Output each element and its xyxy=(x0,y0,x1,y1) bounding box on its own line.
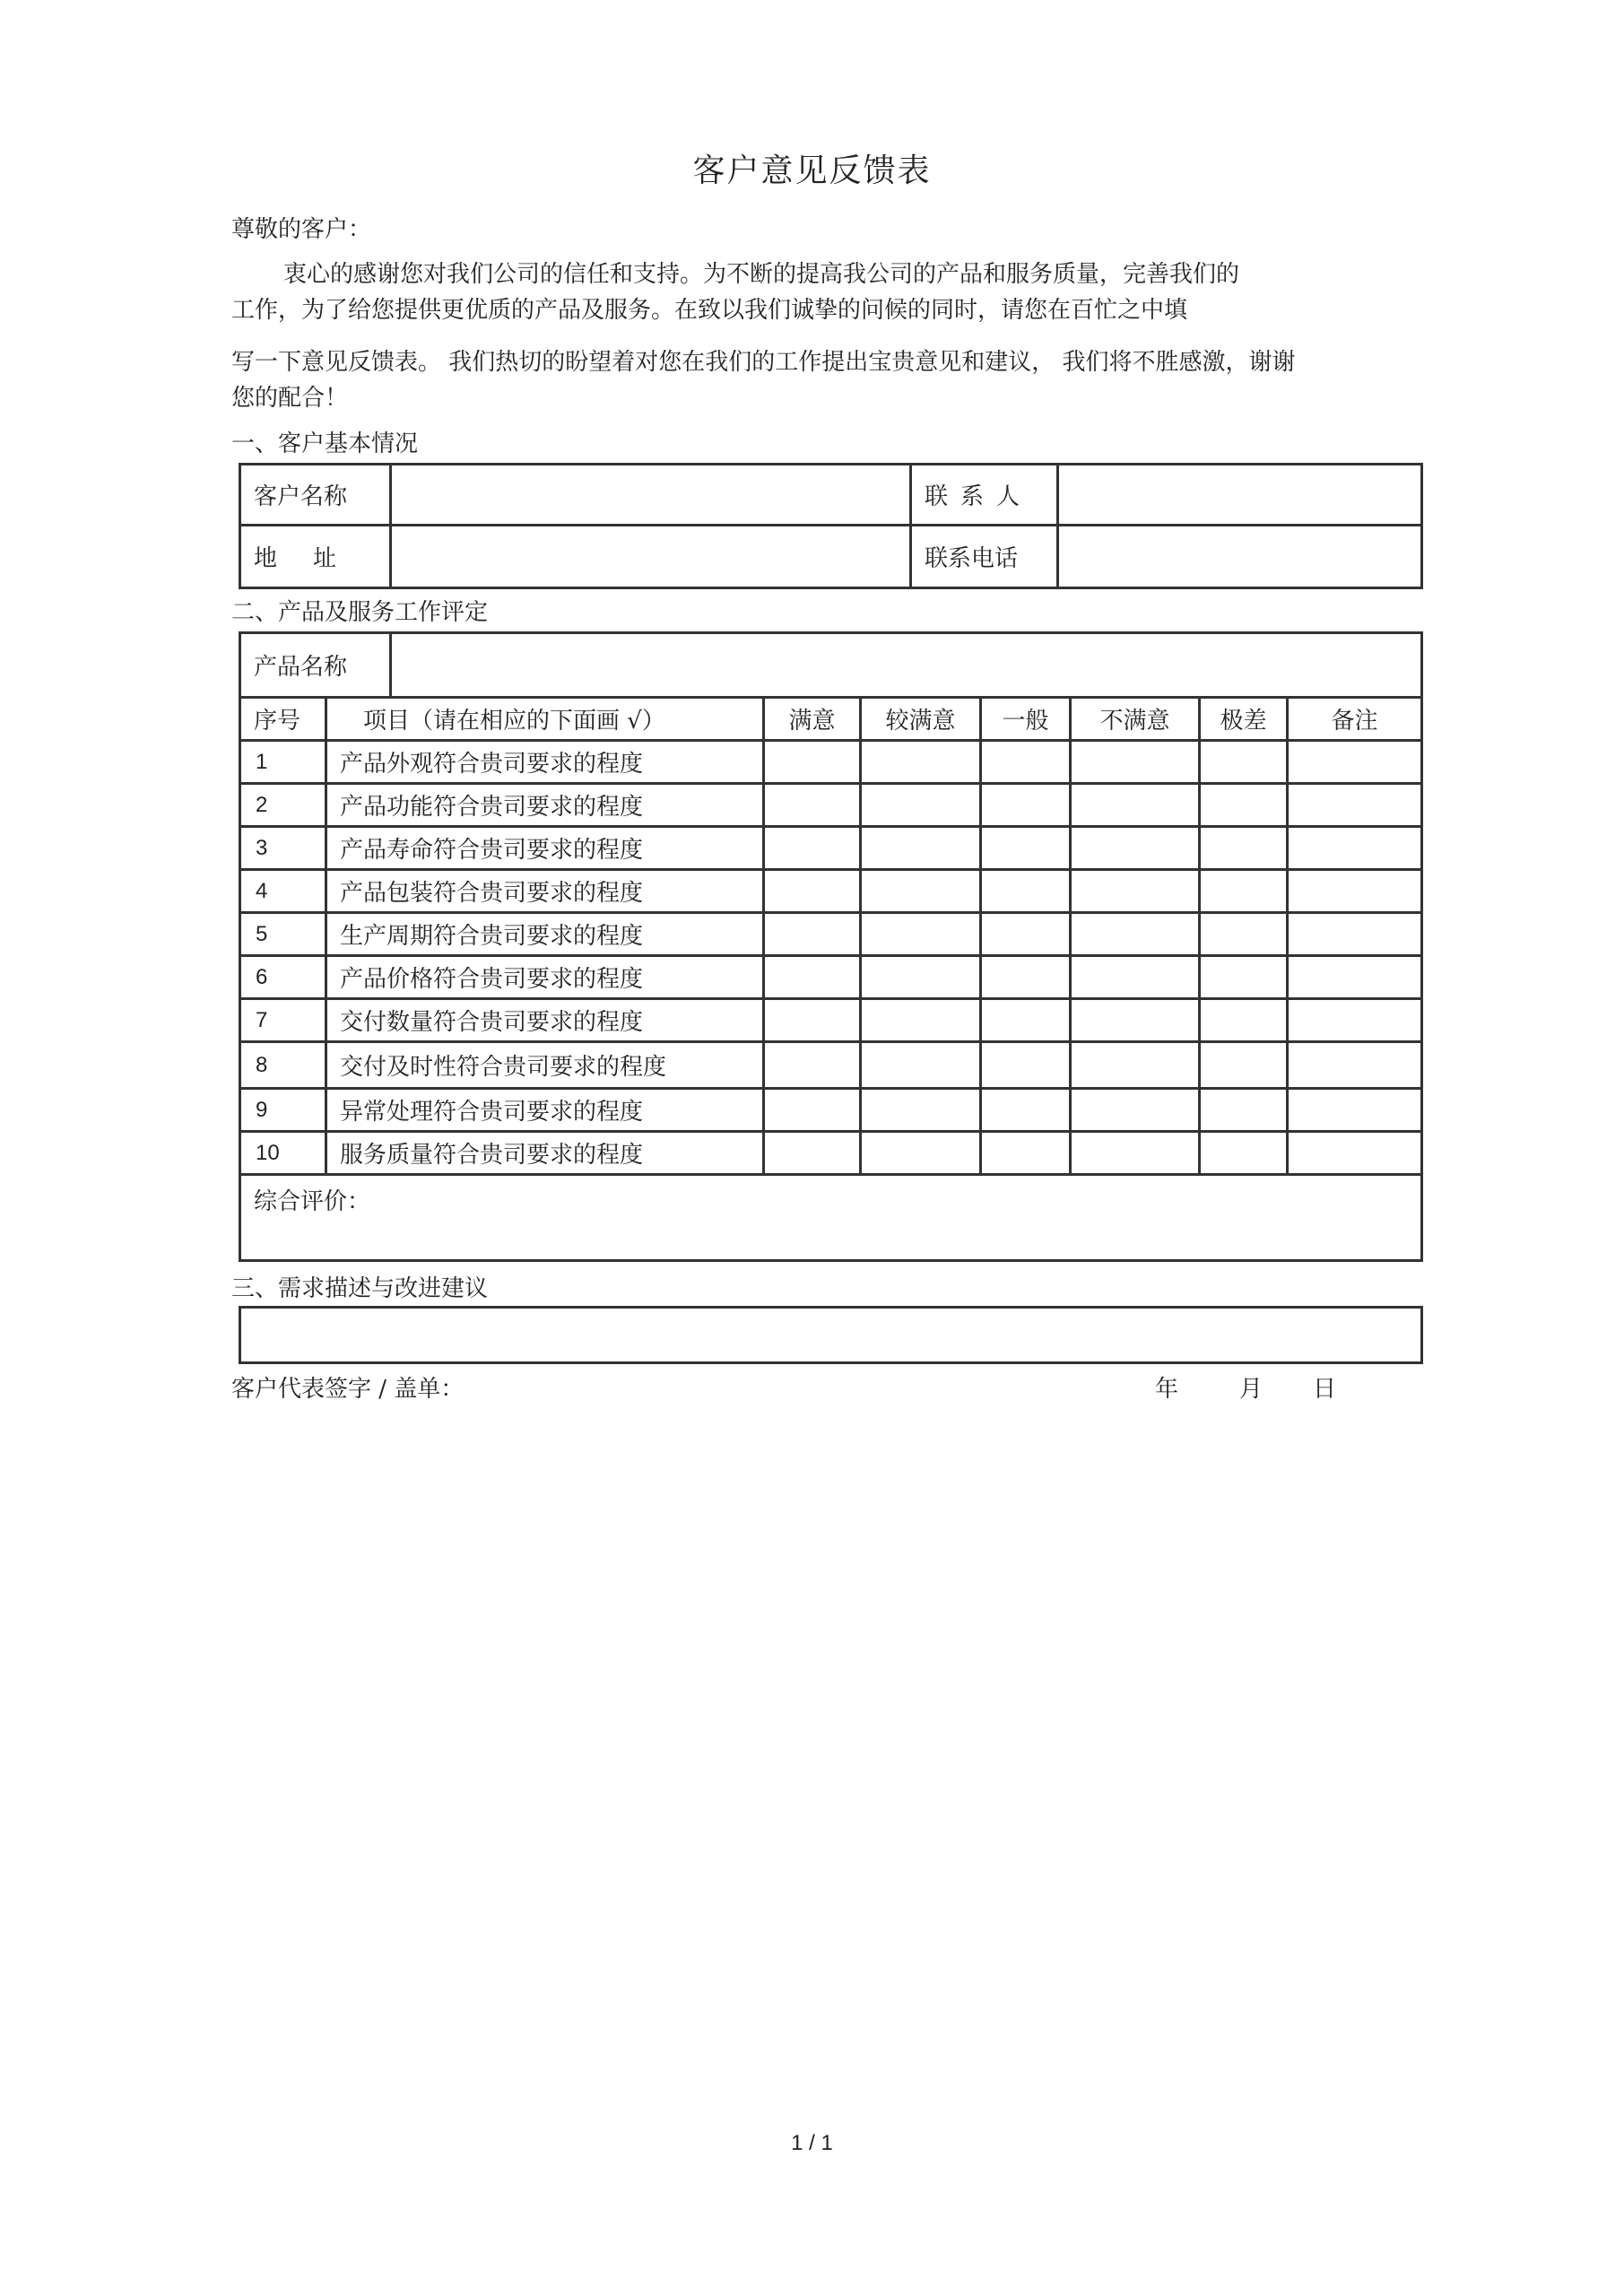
table-row xyxy=(240,956,1422,999)
rating-cell-satisfied[interactable] xyxy=(764,956,861,999)
rating-cell-fairly-satisfied[interactable] xyxy=(861,784,981,827)
rating-cell-unsatisfied[interactable] xyxy=(1071,1042,1200,1089)
evaluation-table xyxy=(239,696,1423,1262)
intro-line-4: 您的配合！ xyxy=(231,385,349,412)
rating-cell-unsatisfied[interactable] xyxy=(1071,784,1200,827)
row-item: 产品寿命符合贵司要求的程度 xyxy=(326,827,764,870)
row-number: 4 xyxy=(240,870,326,913)
date-month-label: 月 xyxy=(1239,1376,1264,1403)
section-heading-suggestions: 三、需求描述与改进建议 xyxy=(231,1275,489,1302)
rating-cell-satisfied[interactable] xyxy=(764,827,861,870)
customer-name-label: 客户名称 xyxy=(240,465,391,526)
row-item: 交付数量符合贵司要求的程度 xyxy=(326,999,764,1042)
row-item: 生产周期符合贵司要求的程度 xyxy=(326,913,764,956)
rating-cell-fairly-satisfied[interactable] xyxy=(861,870,981,913)
row-number: 3 xyxy=(240,827,326,870)
rating-cell-unsatisfied[interactable] xyxy=(1071,1132,1200,1175)
row-item: 异常处理符合贵司要求的程度 xyxy=(326,1089,764,1132)
page-number: 1 / 1 xyxy=(791,2131,833,2155)
overall-evaluation-field[interactable] xyxy=(240,1175,1422,1261)
rating-cell-unsatisfied[interactable] xyxy=(1071,870,1200,913)
rating-cell-fairly-satisfied[interactable] xyxy=(861,741,981,784)
rating-cell-unsatisfied[interactable] xyxy=(1071,956,1200,999)
rating-cell-average[interactable] xyxy=(981,1042,1071,1089)
col-header-remarks: 备注 xyxy=(1288,698,1422,741)
col-header-satisfied: 满意 xyxy=(764,698,861,741)
section-heading-evaluation: 二、产品及服务工作评定 xyxy=(231,599,489,626)
rating-cell-remarks[interactable] xyxy=(1288,1132,1422,1175)
rating-cell-average[interactable] xyxy=(981,913,1071,956)
date-day-label: 日 xyxy=(1313,1376,1337,1403)
phone-label: 联系电话 xyxy=(911,526,1058,588)
rating-cell-remarks[interactable] xyxy=(1288,999,1422,1042)
rating-cell-very-poor[interactable] xyxy=(1200,784,1288,827)
overall-evaluation-label: 综合评价： xyxy=(254,1188,371,1215)
rating-cell-fairly-satisfied[interactable] xyxy=(861,827,981,870)
rating-cell-remarks[interactable] xyxy=(1288,956,1422,999)
rating-cell-remarks[interactable] xyxy=(1288,741,1422,784)
rating-cell-fairly-satisfied[interactable] xyxy=(861,1132,981,1175)
row-number: 1 xyxy=(240,741,326,784)
table-row xyxy=(240,870,1422,913)
rating-cell-fairly-satisfied[interactable] xyxy=(861,999,981,1042)
intro-line-2: 工作，为了给您提供更优质的产品及服务。在致以我们诚挚的问候的同时，请您在百忙之中填 xyxy=(231,297,1188,324)
row-number: 9 xyxy=(240,1089,326,1132)
col-header-average: 一般 xyxy=(981,698,1071,741)
row-item: 服务质量符合贵司要求的程度 xyxy=(326,1132,764,1175)
col-header-fairly-satisfied: 较满意 xyxy=(861,698,981,741)
rating-cell-very-poor[interactable] xyxy=(1200,1132,1288,1175)
rating-cell-fairly-satisfied[interactable] xyxy=(861,1089,981,1132)
rating-cell-unsatisfied[interactable] xyxy=(1071,913,1200,956)
product-name-table xyxy=(239,631,1423,699)
rating-cell-very-poor[interactable] xyxy=(1200,1042,1288,1089)
row-number: 5 xyxy=(240,913,326,956)
row-item: 交付及时性符合贵司要求的程度 xyxy=(326,1042,764,1089)
rating-cell-remarks[interactable] xyxy=(1288,913,1422,956)
rating-cell-average[interactable] xyxy=(981,870,1071,913)
rating-cell-unsatisfied[interactable] xyxy=(1071,741,1200,784)
rating-cell-unsatisfied[interactable] xyxy=(1071,999,1200,1042)
rating-cell-fairly-satisfied[interactable] xyxy=(861,1042,981,1089)
rating-cell-average[interactable] xyxy=(981,741,1071,784)
col-header-no: 序号 xyxy=(240,698,326,741)
page-title: 客户意见反馈表 xyxy=(692,152,932,189)
product-name-field[interactable] xyxy=(391,633,1422,698)
rating-cell-satisfied[interactable] xyxy=(764,784,861,827)
rating-cell-satisfied[interactable] xyxy=(764,870,861,913)
rating-cell-satisfied[interactable] xyxy=(764,913,861,956)
table-row xyxy=(240,827,1422,870)
customer-name-field[interactable] xyxy=(391,465,911,526)
rating-cell-satisfied[interactable] xyxy=(764,999,861,1042)
contact-person-field[interactable] xyxy=(1058,465,1422,526)
rating-cell-satisfied[interactable] xyxy=(764,741,861,784)
rating-cell-very-poor[interactable] xyxy=(1200,999,1288,1042)
table-row xyxy=(240,1132,1422,1175)
evaluation-rows xyxy=(240,741,1422,1175)
table-row xyxy=(240,784,1422,827)
col-header-item: 项目（请在相应的下面画 √） xyxy=(326,698,764,741)
table-row xyxy=(240,999,1422,1042)
rating-cell-very-poor[interactable] xyxy=(1200,741,1288,784)
rating-cell-remarks[interactable] xyxy=(1288,1042,1422,1089)
section-heading-customer-info: 一、客户基本情况 xyxy=(231,430,419,457)
rating-cell-unsatisfied[interactable] xyxy=(1071,1089,1200,1132)
col-header-very-poor: 极差 xyxy=(1200,698,1288,741)
suggestions-field[interactable] xyxy=(240,1308,1422,1363)
row-item: 产品外观符合贵司要求的程度 xyxy=(326,741,764,784)
product-name-label: 产品名称 xyxy=(240,633,391,698)
salutation: 尊敬的客户： xyxy=(231,216,372,243)
rating-cell-average[interactable] xyxy=(981,956,1071,999)
rating-cell-very-poor[interactable] xyxy=(1200,1089,1288,1132)
customer-info-table xyxy=(239,463,1423,589)
rating-cell-average[interactable] xyxy=(981,1132,1071,1175)
rating-cell-remarks[interactable] xyxy=(1288,870,1422,913)
contact-person-label: 联系人 xyxy=(911,465,1058,526)
rating-cell-fairly-satisfied[interactable] xyxy=(861,956,981,999)
table-row xyxy=(240,1089,1422,1132)
rating-cell-very-poor[interactable] xyxy=(1200,913,1288,956)
rating-cell-fairly-satisfied[interactable] xyxy=(861,913,981,956)
rating-cell-unsatisfied[interactable] xyxy=(1071,827,1200,870)
table-row xyxy=(240,913,1422,956)
address-field[interactable] xyxy=(391,526,911,588)
rating-cell-very-poor[interactable] xyxy=(1200,956,1288,999)
rating-cell-satisfied[interactable] xyxy=(764,1089,861,1132)
rating-cell-average[interactable] xyxy=(981,999,1071,1042)
row-item: 产品价格符合贵司要求的程度 xyxy=(326,956,764,999)
address-label: 地址 xyxy=(240,526,391,588)
rating-cell-average[interactable] xyxy=(981,784,1071,827)
col-header-unsatisfied: 不满意 xyxy=(1071,698,1200,741)
row-item: 产品功能符合贵司要求的程度 xyxy=(326,784,764,827)
suggestions-table xyxy=(239,1306,1423,1364)
row-item: 产品包装符合贵司要求的程度 xyxy=(326,870,764,913)
rating-cell-remarks[interactable] xyxy=(1288,784,1422,827)
rating-cell-very-poor[interactable] xyxy=(1200,870,1288,913)
rating-cell-satisfied[interactable] xyxy=(764,1132,861,1175)
rating-cell-average[interactable] xyxy=(981,827,1071,870)
rating-cell-average[interactable] xyxy=(981,1089,1071,1132)
row-number: 2 xyxy=(240,784,326,827)
rating-cell-very-poor[interactable] xyxy=(1200,827,1288,870)
phone-field[interactable] xyxy=(1058,526,1422,588)
row-number: 8 xyxy=(240,1042,326,1089)
row-number: 7 xyxy=(240,999,326,1042)
rating-cell-remarks[interactable] xyxy=(1288,827,1422,870)
table-row xyxy=(240,741,1422,784)
intro-line-3: 写一下意见反馈表。 我们热切的盼望着对您在我们的工作提出宝贵意见和建议， 我们将不胜感激，谢谢 xyxy=(231,349,1296,376)
rating-cell-remarks[interactable] xyxy=(1288,1089,1422,1132)
rating-cell-satisfied[interactable] xyxy=(764,1042,861,1089)
row-number: 10 xyxy=(240,1132,326,1175)
row-number: 6 xyxy=(240,956,326,999)
intro-line-1: 衷心的感谢您对我们公司的信任和支持。为不断的提高我公司的产品和服务质量，完善我们的 xyxy=(283,261,1240,288)
table-row xyxy=(240,1042,1422,1089)
signature-label: 客户代表签字 / 盖单： xyxy=(231,1376,465,1403)
date-year-label: 年 xyxy=(1155,1376,1179,1403)
